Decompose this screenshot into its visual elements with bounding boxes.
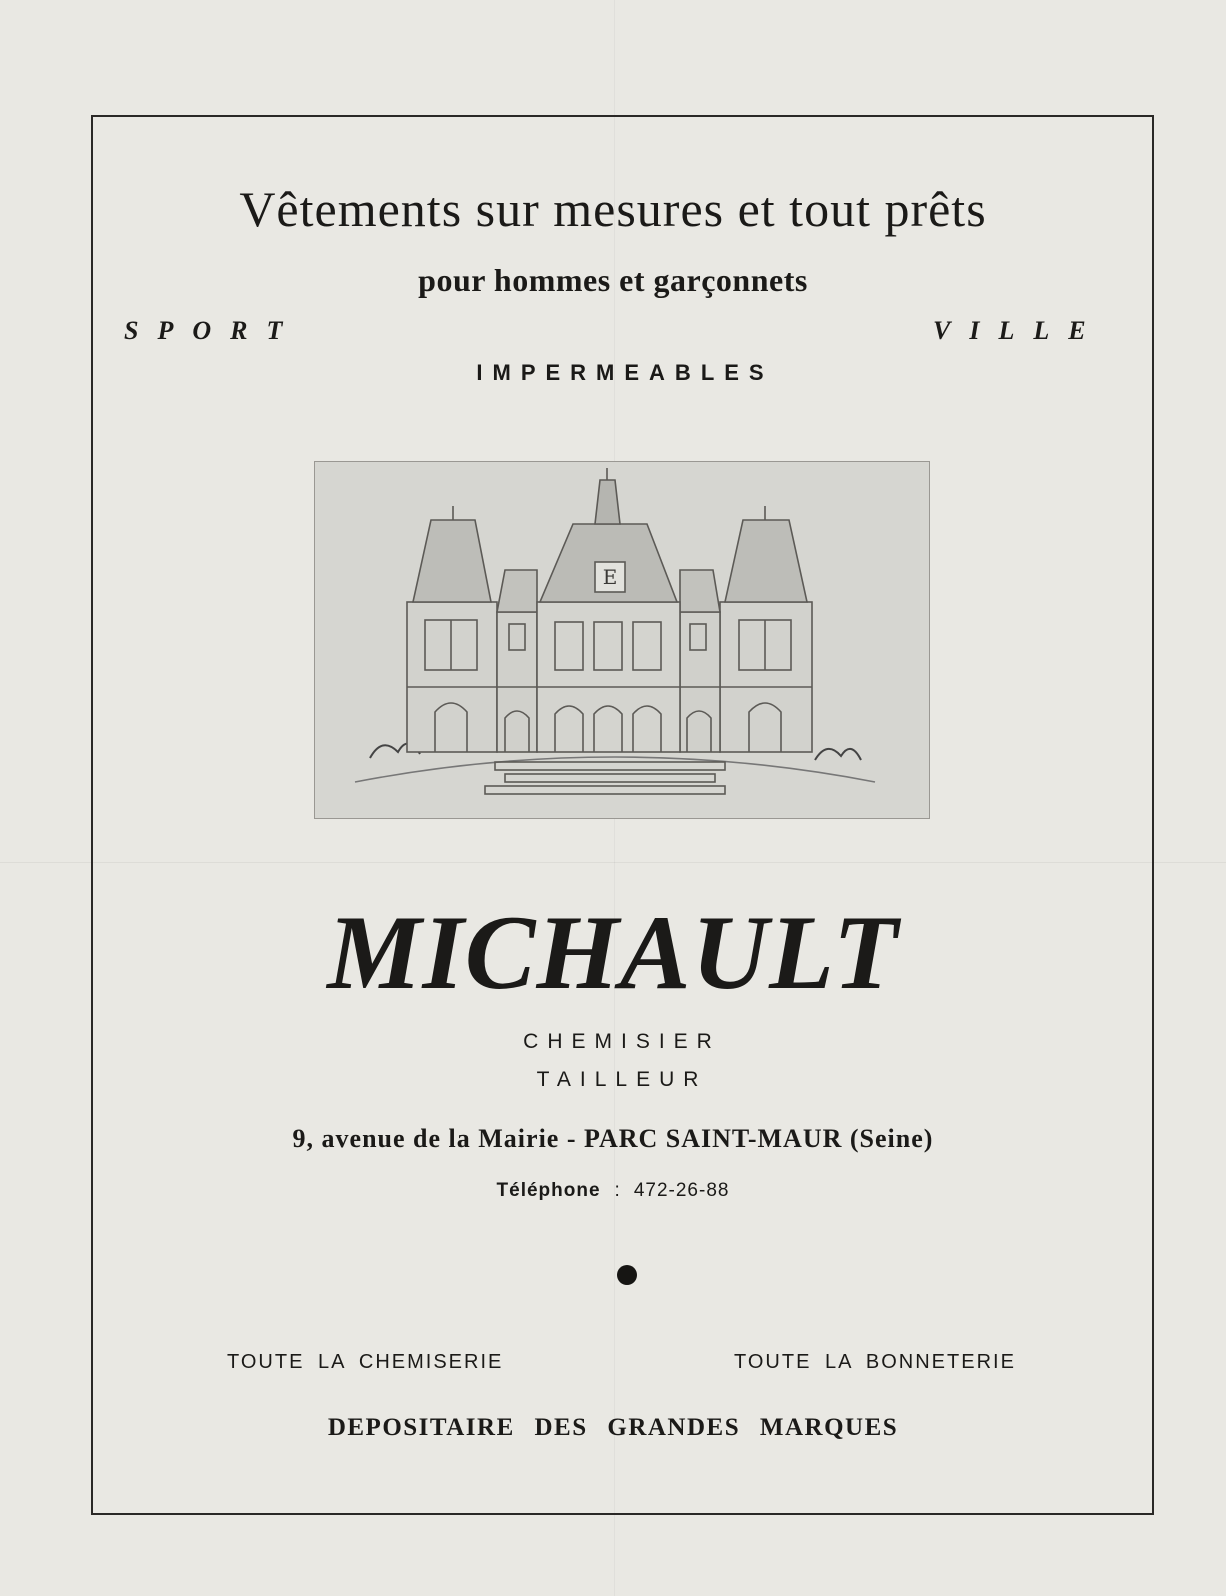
feature-chemiserie: TOUTE LA CHEMISERIE bbox=[227, 1351, 504, 1373]
feature-bonneterie: TOUTE LA BONNETERIE bbox=[734, 1351, 1016, 1373]
phone-number: 472-26-88 bbox=[633, 1180, 730, 1201]
headline: Vêtements sur mesures et tout prêts bbox=[239, 181, 987, 237]
subline: pour hommes et garçonnets bbox=[418, 262, 808, 298]
address: 9, avenue de la Mairie - PARC SAINT-MAUR (Seine) bbox=[292, 1124, 934, 1153]
building-drawing bbox=[315, 462, 929, 818]
bullet-dot bbox=[617, 1265, 637, 1285]
phone-label: Téléphone bbox=[496, 1180, 601, 1201]
tag-sport: SPORT bbox=[124, 316, 302, 345]
profession-tailleur: TAILLEUR bbox=[536, 1068, 708, 1091]
category-impermeables: IMPERMEABLES bbox=[476, 360, 774, 385]
profession-chemisier: CHEMISIER bbox=[523, 1030, 721, 1053]
phone-separator: : bbox=[614, 1180, 620, 1201]
building-illustration bbox=[314, 461, 930, 819]
tagline-depositaire: DEPOSITAIRE DES GRANDES MARQUES bbox=[327, 1414, 899, 1441]
building-emblem-letter: E bbox=[602, 565, 618, 589]
tag-ville: VILLE bbox=[933, 316, 1105, 345]
phone-line bbox=[0, 1180, 1226, 1202]
brand-name: MICHAULT bbox=[327, 894, 899, 1011]
